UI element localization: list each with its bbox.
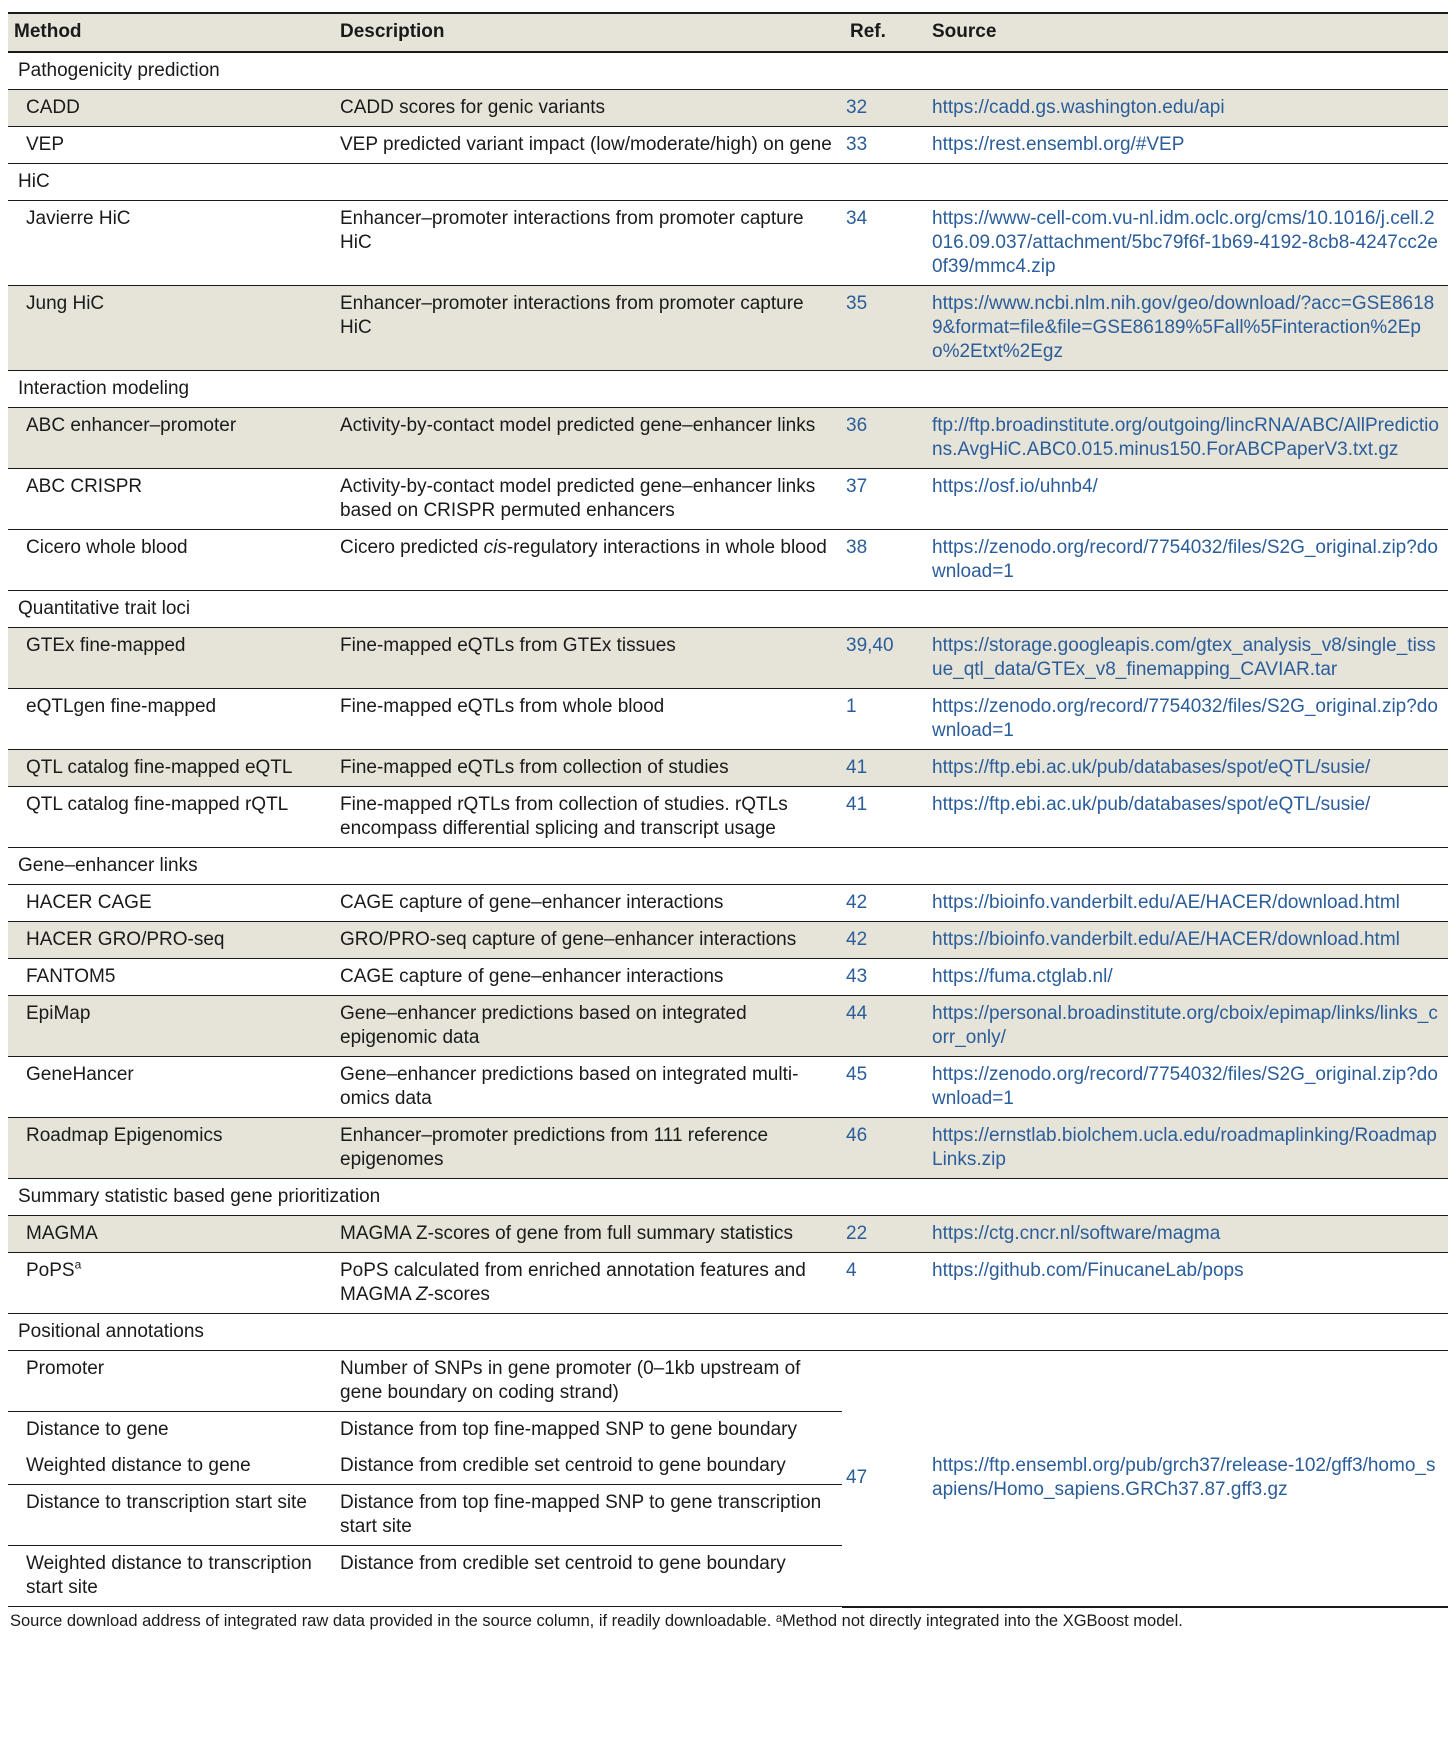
reference-link[interactable]: 32 (842, 90, 924, 127)
header-source: Source (924, 13, 1448, 52)
method-name: QTL catalog fine-mapped eQTL (26, 757, 293, 778)
source-link[interactable]: https://osf.io/uhnb4/ (924, 469, 1448, 530)
section-row (8, 1179, 1448, 1216)
description-cell: Fine-mapped eQTLs from GTEx tissues (332, 628, 842, 689)
method-cell (8, 628, 332, 689)
method-name: PoPS (26, 1260, 75, 1281)
table-row (8, 1253, 1448, 1314)
method-cell (8, 959, 332, 996)
description-cell: Distance from credible set centroid to gene boundary (332, 1546, 842, 1607)
method-name: EpiMap (26, 1003, 91, 1024)
section-title: Gene–enhancer links (8, 848, 1448, 885)
method-name: Weighted distance to gene (8, 1448, 332, 1485)
method-name: GeneHancer (26, 1064, 134, 1085)
method-name: HACER CAGE (26, 892, 152, 913)
description-cell: CAGE capture of gene–enhancer interactions (332, 959, 842, 996)
footnote-marker: a (74, 1257, 82, 1272)
method-cell (8, 996, 332, 1057)
method-name: FANTOM5 (26, 966, 116, 987)
reference-link[interactable]: 44 (842, 996, 924, 1057)
description-text: -regulatory interactions in whole blood (506, 537, 827, 558)
description-cell: Gene–enhancer predictions based on integrated multi-omics data (332, 1057, 842, 1118)
table-row (8, 127, 1448, 164)
header-description: Description (332, 13, 842, 52)
source-link[interactable]: https://zenodo.org/record/7754032/files/S2G_original.zip?download=1 (924, 689, 1448, 750)
method-name: MAGMA (26, 1223, 98, 1244)
header-row (8, 13, 1448, 52)
reference-link[interactable]: 45 (842, 1057, 924, 1118)
section-title: Summary statistic based gene prioritization (8, 1179, 1448, 1216)
source-link[interactable]: https://www-cell-com.vu-nl.idm.oclc.org/cms/10.1016/j.cell.2016.09.037/attachment/5bc79f6f-1b69-4192-8cb8-4247cc2e0f39/mmc4.zip (924, 201, 1448, 286)
method-name: Weighted distance to transcription start site (8, 1546, 332, 1607)
section-row (8, 52, 1448, 90)
reference-link[interactable]: 38 (842, 530, 924, 591)
description-italic: cis (483, 537, 507, 558)
section-row (8, 848, 1448, 885)
method-cell (8, 1216, 332, 1253)
method-name: Distance to gene (26, 1419, 169, 1440)
method-cell (8, 1253, 332, 1314)
description-cell: MAGMA Z-scores of gene from full summary statistics (332, 1216, 842, 1253)
table-row (8, 750, 1448, 787)
reference-link[interactable]: 4 (842, 1253, 924, 1314)
section-title: Quantitative trait loci (8, 591, 1448, 628)
method-cell (8, 750, 332, 787)
description-cell: Fine-mapped rQTLs from collection of studies. rQTLs encompass differential splicing and transcript usage (332, 787, 842, 848)
method-name: Jung HiC (26, 293, 105, 314)
reference-link[interactable]: 46 (842, 1118, 924, 1179)
description-cell: Distance from top fine-mapped SNP to gene boundary (340, 1419, 797, 1440)
description-text: Cicero predicted (340, 537, 484, 558)
reference-link[interactable]: 36 (842, 408, 924, 469)
description-cell: VEP predicted variant impact (low/moderate/high) on gene (332, 127, 842, 164)
reference-link[interactable]: 39,40 (842, 628, 924, 689)
description-cell: Distance from top fine-mapped SNP to gene transcription start site (332, 1485, 842, 1546)
method-cell (8, 201, 332, 286)
method-cell (8, 408, 332, 469)
table-row (8, 1057, 1448, 1118)
source-link[interactable]: https://bioinfo.vanderbilt.edu/AE/HACER/download.html (924, 885, 1448, 922)
description-cell: Fine-mapped eQTLs from whole blood (332, 689, 842, 750)
reference-link[interactable]: 37 (842, 469, 924, 530)
description-cell: Fine-mapped eQTLs from collection of studies (332, 750, 842, 787)
method-cell (8, 530, 332, 591)
description-cell (332, 1253, 842, 1314)
method-name: Javierre HiC (26, 208, 131, 229)
table-row (8, 885, 1448, 922)
reference-link[interactable]: 33 (842, 127, 924, 164)
method-name: eQTLgen fine-mapped (26, 696, 217, 717)
method-cell (8, 1118, 332, 1179)
method-cell (8, 90, 332, 127)
table-row (8, 408, 1448, 469)
table-row (8, 996, 1448, 1057)
method-cell (8, 127, 332, 164)
reference-link[interactable]: 47 (842, 1351, 924, 1607)
source-link[interactable]: https://ftp.ensembl.org/pub/grch37/release-102/gff3/homo_sapiens/Homo_sapiens.GRCh37.87.gff3.gz (924, 1351, 1448, 1607)
description-text: PoPS calculated from enriched annotation features and MAGMA (340, 1260, 806, 1305)
reference-link[interactable]: 41 (842, 787, 924, 848)
description-cell: Distance from credible set centroid to gene boundary (332, 1448, 842, 1485)
method-name: Roadmap Epigenomics (26, 1125, 223, 1146)
reference-link[interactable]: 35 (842, 286, 924, 371)
description-cell: Activity-by-contact model predicted gene–enhancer links based on CRISPR permuted enhancers (332, 469, 842, 530)
source-link[interactable]: https://fuma.ctglab.nl/ (924, 959, 1448, 996)
description-cell: Enhancer–promoter interactions from promoter capture HiC (332, 201, 842, 286)
source-link[interactable]: ftp://ftp.broadinstitute.org/outgoing/lincRNA/ABC/AllPredictions.AvgHiC.ABC0.015.minus150.ForABCPaperV3.txt.gz (924, 408, 1448, 469)
source-link[interactable]: https://storage.googleapis.com/gtex_analysis_v8/single_tissue_qtl_data/GTEx_v8_finemapping_CAVIAR.tar (924, 628, 1448, 689)
section-row (8, 371, 1448, 408)
description-text: -scores (427, 1284, 490, 1305)
description-cell: CAGE capture of gene–enhancer interactions (332, 885, 842, 922)
method-name: Cicero whole blood (26, 537, 188, 558)
table-row (8, 286, 1448, 371)
source-link[interactable]: https://zenodo.org/record/7754032/files/S2G_original.zip?download=1 (924, 1057, 1448, 1118)
method-cell (8, 286, 332, 371)
table-row (8, 90, 1448, 127)
method-name: GTEx fine-mapped (26, 635, 186, 656)
table-row (8, 201, 1448, 286)
source-link[interactable]: https://www.ncbi.nlm.nih.gov/geo/download/?acc=GSE86189&format=file&file=GSE86189%5Fall%5Finteraction%2Epo%2Etxt%2Egz (924, 286, 1448, 371)
description-cell (332, 530, 842, 591)
table-row (8, 787, 1448, 848)
method-cell (8, 787, 332, 848)
table-container (8, 12, 1448, 1631)
table-body (8, 52, 1448, 1607)
method-name: HACER GRO/PRO-seq (26, 929, 225, 950)
section-title: Pathogenicity prediction (8, 52, 1448, 90)
section-row (8, 1314, 1448, 1351)
method-cell (8, 689, 332, 750)
header-method: Method (8, 13, 332, 52)
source-link[interactable]: https://cadd.gs.washington.edu/api (924, 90, 1448, 127)
method-cell (8, 885, 332, 922)
table-row (8, 628, 1448, 689)
source-link[interactable]: https://rest.ensembl.org/#VEP (924, 127, 1448, 164)
method-name: Distance to transcription start site (8, 1485, 332, 1546)
source-link[interactable]: https://ftp.ebi.ac.uk/pub/databases/spot/eQTL/susie/ (924, 750, 1448, 787)
table-row (8, 959, 1448, 996)
method-name: VEP (26, 134, 65, 155)
section-title: Interaction modeling (8, 371, 1448, 408)
method-cell (8, 922, 332, 959)
method-name: ABC CRISPR (26, 476, 143, 497)
description-cell: GRO/PRO-seq capture of gene–enhancer interactions (332, 922, 842, 959)
table-row (8, 1118, 1448, 1179)
table-row (8, 1351, 1448, 1412)
table-row (8, 469, 1448, 530)
table-row (8, 922, 1448, 959)
method-cell (8, 1057, 332, 1118)
reference-link[interactable]: 1 (842, 689, 924, 750)
source-link[interactable]: https://github.com/FinucaneLab/pops (924, 1253, 1448, 1314)
table-row (8, 689, 1448, 750)
reference-link[interactable]: 34 (842, 201, 924, 286)
source-link[interactable]: https://ftp.ebi.ac.uk/pub/databases/spot/eQTL/susie/ (924, 787, 1448, 848)
table-row (8, 530, 1448, 591)
reference-link[interactable]: 42 (842, 922, 924, 959)
method-name: Promoter (8, 1351, 332, 1412)
reference-link[interactable]: 41 (842, 750, 924, 787)
source-link[interactable]: https://ernstlab.biolchem.ucla.edu/roadmaplinking/RoadmapLinks.zip (924, 1118, 1448, 1179)
description-italic: Z (416, 1284, 428, 1305)
reference-link[interactable]: 43 (842, 959, 924, 996)
method-cell (8, 469, 332, 530)
description-cell: Activity-by-contact model predicted gene–enhancer links (332, 408, 842, 469)
description-cell: CADD scores for genic variants (332, 90, 842, 127)
source-link[interactable]: https://personal.broadinstitute.org/cboix/epimap/links/links_corr_only/ (924, 996, 1448, 1057)
table-row (8, 1216, 1448, 1253)
data-table (8, 12, 1448, 1608)
method-name: ABC enhancer–promoter (26, 415, 237, 436)
method-name: CADD (26, 97, 80, 118)
description-cell: Gene–enhancer predictions based on integrated epigenomic data (332, 996, 842, 1057)
reference-link[interactable]: 22 (842, 1216, 924, 1253)
section-title: HiC (8, 164, 1448, 201)
reference-link[interactable]: 42 (842, 885, 924, 922)
section-title: Positional annotations (8, 1314, 1448, 1351)
source-link[interactable]: https://zenodo.org/record/7754032/files/S2G_original.zip?download=1 (924, 530, 1448, 591)
section-row (8, 591, 1448, 628)
section-row (8, 164, 1448, 201)
description-cell: Enhancer–promoter predictions from 111 reference epigenomes (332, 1118, 842, 1179)
header-ref: Ref. (842, 13, 924, 52)
source-link[interactable]: https://bioinfo.vanderbilt.edu/AE/HACER/download.html (924, 922, 1448, 959)
description-cell: Enhancer–promoter interactions from promoter capture HiC (332, 286, 842, 371)
footnote: Source download address of integrated raw data provided in the source column, if readily downloadable. ᵃMethod not directly integrated into the XGBoost model. (10, 1611, 1183, 1630)
source-link[interactable]: https://ctg.cncr.nl/software/magma (924, 1216, 1448, 1253)
method-name: QTL catalog fine-mapped rQTL (26, 794, 289, 815)
description-cell: Number of SNPs in gene promoter (0–1kb upstream of gene boundary on coding strand) (332, 1351, 842, 1412)
